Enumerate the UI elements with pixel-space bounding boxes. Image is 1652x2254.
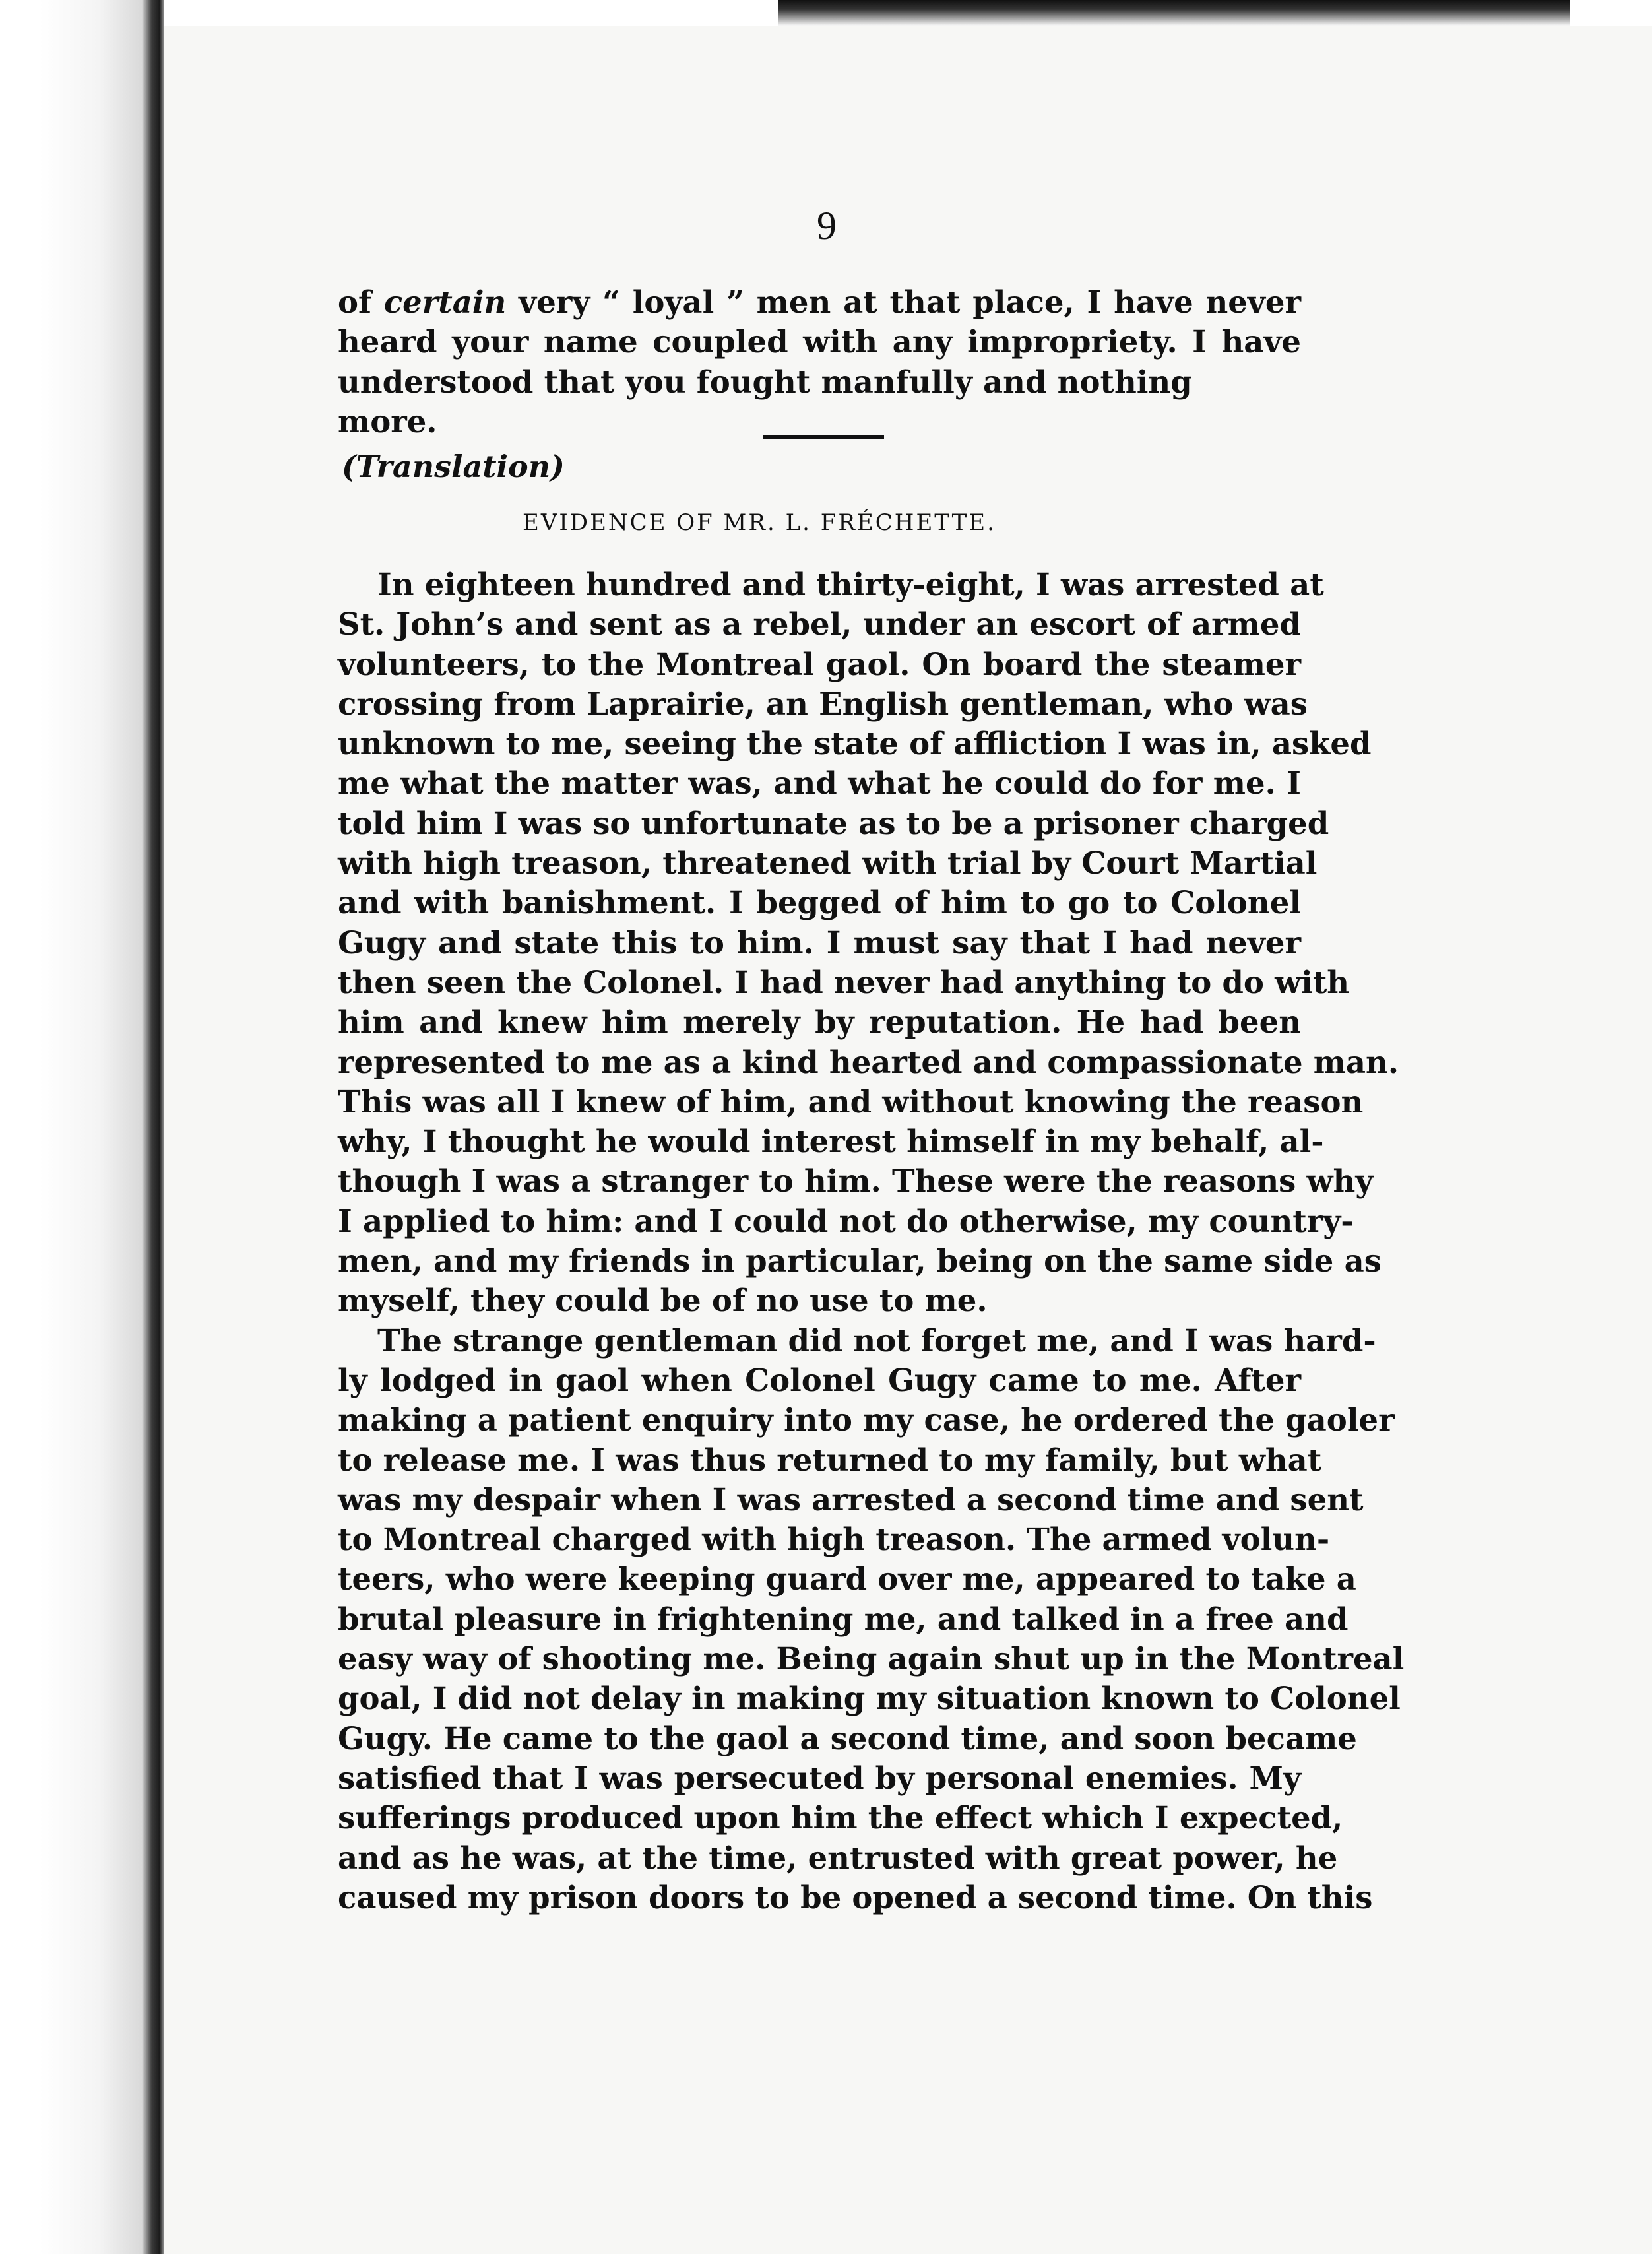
paragraph-2-line-2: ly lodged in gaol when Colonel Gugy came to me. After: [338, 1361, 1301, 1398]
paragraph-1: [338, 565, 1399, 1321]
paragraph-2-line-13: sufferings produced upon him the effect which I expected,: [338, 1799, 1343, 1836]
paragraph-1-line-17: I applied to him: and I could not do otherwise, my country-: [338, 1202, 1354, 1239]
opening-line-2: heard your name coupled with any impropriety. I have: [338, 323, 1301, 360]
paragraph-2-line-14: and as he was, at the time, entrusted with great power, he: [338, 1839, 1338, 1876]
paragraph-2-line-3: making a patient enquiry into my case, he ordered the gaoler: [338, 1401, 1395, 1438]
opening-passage: [338, 282, 1301, 441]
paragraph-1-line-10: Gugy and state this to him. I must say that I had never: [338, 924, 1301, 961]
paragraph-1-line-1: In eighteen hundred and thirty-eight, I was arrested at: [377, 566, 1324, 602]
paragraph-1-line-11: then seen the Colonel. I had never had anything to do with: [338, 963, 1350, 1000]
paragraph-2-line-10: goal, I did not delay in making my situation known to Colonel: [338, 1680, 1401, 1717]
paragraph-2-line-15: caused my prison doors to be opened a second time. On this: [338, 1879, 1373, 1916]
scan-top-edge: [778, 0, 1570, 26]
paragraph-2-line-12: satisfied that I was persecuted by personal enemies. My: [338, 1759, 1301, 1796]
paragraph-1-line-5: unknown to me, seeing the state of affliction I was in, asked: [338, 725, 1372, 762]
paragraph-1-line-7: told him I was so unfortunate as to be a prisoner charged: [338, 804, 1329, 841]
scan-binding-edge: [0, 0, 164, 2254]
paragraph-1-line-16: though I was a stranger to him. These were the reasons why: [338, 1163, 1374, 1200]
opening-line-1-rest: very “ loyal ” men at that place, I have never: [506, 284, 1301, 320]
paragraph-1-line-13: represented to me as a kind hearted and compassionate man.: [338, 1043, 1399, 1080]
paragraph-1-line-14: This was all I knew of him, and without knowing the reason: [338, 1083, 1364, 1120]
section-heading: EVIDENCE OF MR. L. FRÉCHETTE.: [523, 509, 996, 536]
page-number: 9: [817, 204, 837, 247]
paragraph-1-line-6: me what the matter was, and what he could do for me. I: [338, 765, 1301, 802]
paragraph-2-line-8: brutal pleasure in frightening me, and talked in a free and: [338, 1600, 1349, 1637]
paragraph-2-line-1: The strange gentleman did not forget me, and I was hard-: [377, 1322, 1376, 1359]
paragraph-2-line-9: easy way of shooting me. Being again shut up in the Montreal: [338, 1640, 1405, 1677]
paragraph-2-line-6: to Montreal charged with high treason. The armed volun-: [338, 1521, 1330, 1558]
section-divider: [763, 435, 884, 439]
paragraph-1-line-2: St. John’s and sent as a rebel, under an escort of armed: [338, 606, 1301, 643]
opening-italic-word: certain: [383, 284, 507, 320]
paragraph-1-line-15: why, I thought he would interest himself in my behalf, al-: [338, 1123, 1324, 1160]
paragraph-2-line-7: teers, who were keeping guard over me, appeared to take a: [338, 1561, 1356, 1597]
paragraph-1-line-19: myself, they could be of no use to me.: [338, 1282, 988, 1319]
paragraph-1-line-8: with high treason, threatened with trial by Court Martial: [338, 845, 1318, 882]
paragraph-2-line-4: to release me. I was thus returned to my family, but what: [338, 1441, 1322, 1478]
translation-label: (Translation): [342, 449, 565, 484]
paragraph-1-line-4: crossing from Laprairie, an English gentleman, who was: [338, 685, 1308, 722]
opening-line-3: understood that you fought manfully and nothing more.: [338, 363, 1192, 439]
opening-line-1: of certain very “ loyal ” men at that place, I have never: [338, 284, 1301, 320]
paragraph-1-line-18: men, and my friends in particular, being on the same side as: [338, 1242, 1382, 1279]
evidence-body: [338, 565, 1405, 1917]
paragraph-2: [338, 1321, 1405, 1917]
paragraph-2-line-11: Gugy. He came to the gaol a second time, and soon became: [338, 1720, 1357, 1756]
paragraph-1-line-9: and with banishment. I begged of him to go to Colonel: [338, 884, 1301, 921]
paragraph-2-line-5: was my despair when I was arrested a second time and sent: [338, 1481, 1364, 1518]
paragraph-1-line-12: him and knew him merely by reputation. He had been: [338, 1004, 1301, 1041]
paragraph-1-line-3: volunteers, to the Montreal gaol. On board the steamer: [338, 645, 1301, 682]
